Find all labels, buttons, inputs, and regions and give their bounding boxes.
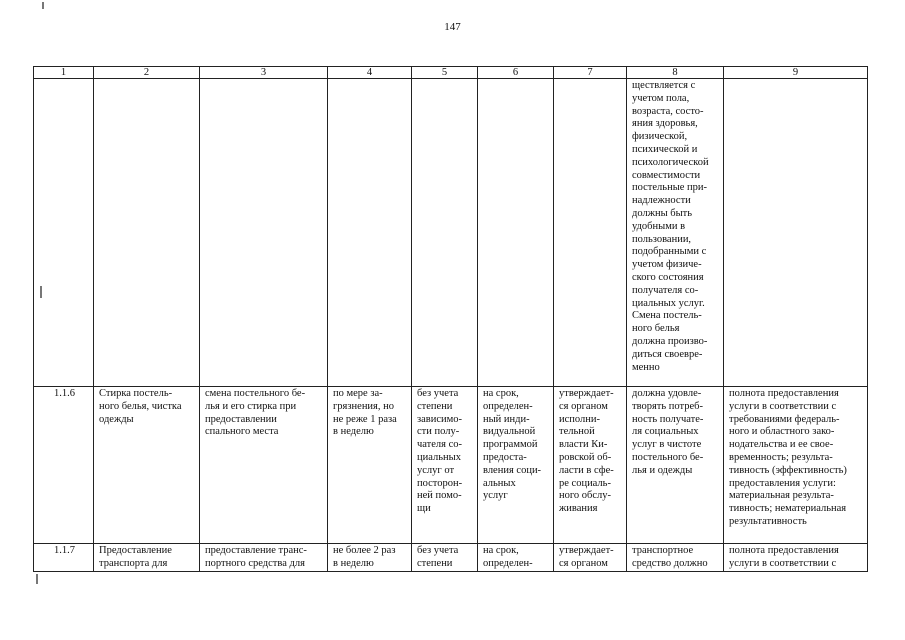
service-name	[94, 79, 200, 387]
service-name: Предоставление транспорта для	[94, 544, 200, 572]
service-term: на срок, определен-	[478, 544, 554, 572]
service-frequency: не более 2 раз в неделю	[328, 544, 412, 572]
column-number: 6	[478, 67, 554, 79]
table-row	[34, 79, 868, 387]
services-table	[33, 66, 868, 572]
dependency-condition: без учета степени	[412, 544, 478, 572]
table-row	[34, 544, 868, 572]
service-frequency: по мере за- грязнения, но не реже 1 раза в неделю	[328, 387, 412, 544]
dependency-condition: без учета степени зависимо- сти полу- чателя со- циальных услуг от посторон- ней помо- щи	[412, 387, 478, 544]
scan-speck	[36, 574, 38, 584]
column-number-header	[34, 67, 868, 79]
service-frequency	[328, 79, 412, 387]
column-number: 2	[94, 67, 200, 79]
service-description: смена постельного бе- лья и его стирка при предоставлении спального места	[200, 387, 328, 544]
approval-authority: утверждает- ся органом	[554, 544, 627, 572]
row-number	[34, 79, 94, 387]
service-term: на срок, определен- ный инди- видуальной программой предоста- вления соци- альных услуг	[478, 387, 554, 544]
service-description: предоставление транс- портного средства для	[200, 544, 328, 572]
service-conditions: транспортное средство должно	[627, 544, 724, 572]
row-number: 1.1.6	[34, 387, 94, 544]
column-number: 9	[724, 67, 868, 79]
column-number: 4	[328, 67, 412, 79]
column-number: 1	[34, 67, 94, 79]
approval-authority: утверждает- ся органом исполни- тельной власти Ки- ровской об- ласти в сфе- ре социаль- ного обслу- живания	[554, 387, 627, 544]
column-number: 5	[412, 67, 478, 79]
table-row	[34, 387, 868, 544]
service-term	[478, 79, 554, 387]
column-number: 7	[554, 67, 627, 79]
column-number: 3	[200, 67, 328, 79]
service-description	[200, 79, 328, 387]
scan-speck	[42, 2, 44, 9]
service-conditions: должна удовле- творять потреб- ность получате- ля социальных услуг в чистоте постельного бе- лья и одежды	[627, 387, 724, 544]
quality-indicators: полнота предоставления услуги в соответствии с	[724, 544, 868, 572]
service-conditions: ществляется с учетом пола, возраста, состо- яния здоровья, физической, психической и психологической совместимости постельные при- надлежности должны быть удобными в пользовании, подобранными с учетом физиче- ского состояния получателя со- циальных услуг. Смена постель- ного белья должна произво- диться своевре- менно	[627, 79, 724, 387]
page-number: 147	[444, 21, 461, 33]
column-number: 8	[627, 67, 724, 79]
approval-authority	[554, 79, 627, 387]
dependency-condition	[412, 79, 478, 387]
quality-indicators: полнота предоставления услуги в соответствии с требованиями федераль- ного и областного зако- нодательства и ее свое- временность; результа- тивность (эффективность) предоставления услуги: материальная результа- тивность; нематериальная результативность	[724, 387, 868, 544]
service-name: Стирка постель- ного белья, чистка одежды	[94, 387, 200, 544]
scan-speck	[40, 286, 42, 298]
row-number: 1.1.7	[34, 544, 94, 572]
quality-indicators	[724, 79, 868, 387]
